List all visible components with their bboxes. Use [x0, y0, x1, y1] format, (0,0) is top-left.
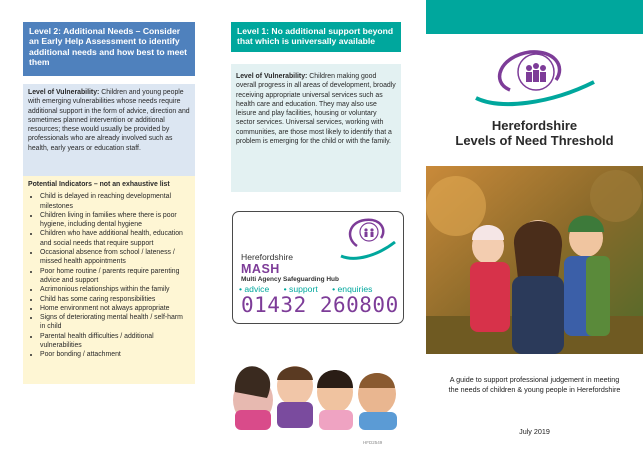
left-panel [0, 0, 213, 454]
family-photo [426, 166, 643, 354]
cover-guide-text: A guide to support professional judgement in meeting the needs of children & young people in Herefordshire [448, 375, 621, 394]
indicator-item: • Home environment not always appropriate [40, 304, 190, 313]
indicator-item: • Poor bonding / attachment [40, 350, 190, 359]
indicator-item: • Acrimonious relationships within the family [40, 285, 190, 294]
indicator-item: • Children living in families where there is poor hygiene, including dental hygiene [40, 211, 190, 230]
children-photo [233, 352, 403, 432]
council-logo-icon [470, 46, 600, 112]
level2-vulnerability-box [23, 84, 195, 176]
mash-phone-number: 01432 260800 [241, 293, 399, 317]
level2-indicators-box [23, 176, 195, 384]
mash-service-support: • support [283, 284, 318, 294]
mash-subtitle: Multi Agency Safeguarding Hub [241, 276, 339, 283]
mash-service-enquiries: • enquiries [332, 284, 373, 294]
indicator-item: • Child is delayed in reaching developmental milestones [40, 192, 190, 211]
mash-logo-icon [337, 216, 399, 264]
mash-title: MASH [241, 262, 280, 276]
mash-org-name: Herefordshire [241, 252, 294, 262]
level1-vulnerability-text: Children making good overall progress in all areas of development, broadly receiving appropriate universal services such as health care and education. They may also use leisure and play facilities, housing or voluntary sector services. Universal services, working with communities, are those most likely to identify that a problem is emerging for the child or with the family. [236, 73, 396, 146]
indicator-item: • Occasional absence from school / lateness / missed health appointments [40, 248, 190, 267]
level2-header: Level 2: Additional Needs – Consider an Early Help Assessment to identify additional needs and how best to meet them [23, 22, 195, 76]
indicator-item: • Child has some caring responsibilities [40, 295, 190, 304]
indicators-title: Potential Indicators – not an exhaustive list [28, 181, 170, 188]
teal-header-band [426, 0, 643, 34]
level2-vulnerability-text: Children and young people with emerging vulnerabilities whose needs require additional support in the form of advice, direction and sometimes planned intervention or additional resources; these would usually be provided by professionals who are already involved such as health, early years or education staff. [28, 89, 190, 152]
level2-vulnerability-label: Level of Vulnerability: [28, 89, 100, 96]
cover-title-line2: Levels of Need Threshold [455, 133, 614, 148]
cover-date: July 2019 [519, 427, 550, 436]
cover-title [426, 118, 643, 148]
level1-header: Level 1: No additional support beyond that which is universally available [231, 22, 401, 52]
indicators-list [28, 192, 190, 359]
level2-spacer [23, 76, 195, 84]
cover-title-line1: Herefordshire [491, 118, 578, 133]
indicator-item: • Children who have additional health, education and social needs that require support [40, 229, 190, 248]
mash-contact-card [232, 211, 404, 324]
mash-service-advice: • advice [239, 284, 270, 294]
indicator-item: • Poor home routine / parents require parenting advice and support [40, 267, 190, 286]
indicator-item: • Signs of deteriorating mental health / self-harm in child [40, 313, 190, 332]
middle-panel [213, 0, 426, 454]
document-code: HFD2549 [363, 440, 383, 445]
level1-vulnerability-box [231, 64, 401, 192]
indicator-item: • Parental health difficulties / additional vulnerabilities [40, 332, 190, 351]
level1-vulnerability-label: Level of Vulnerability: [236, 73, 308, 80]
right-cover-panel [426, 0, 643, 454]
